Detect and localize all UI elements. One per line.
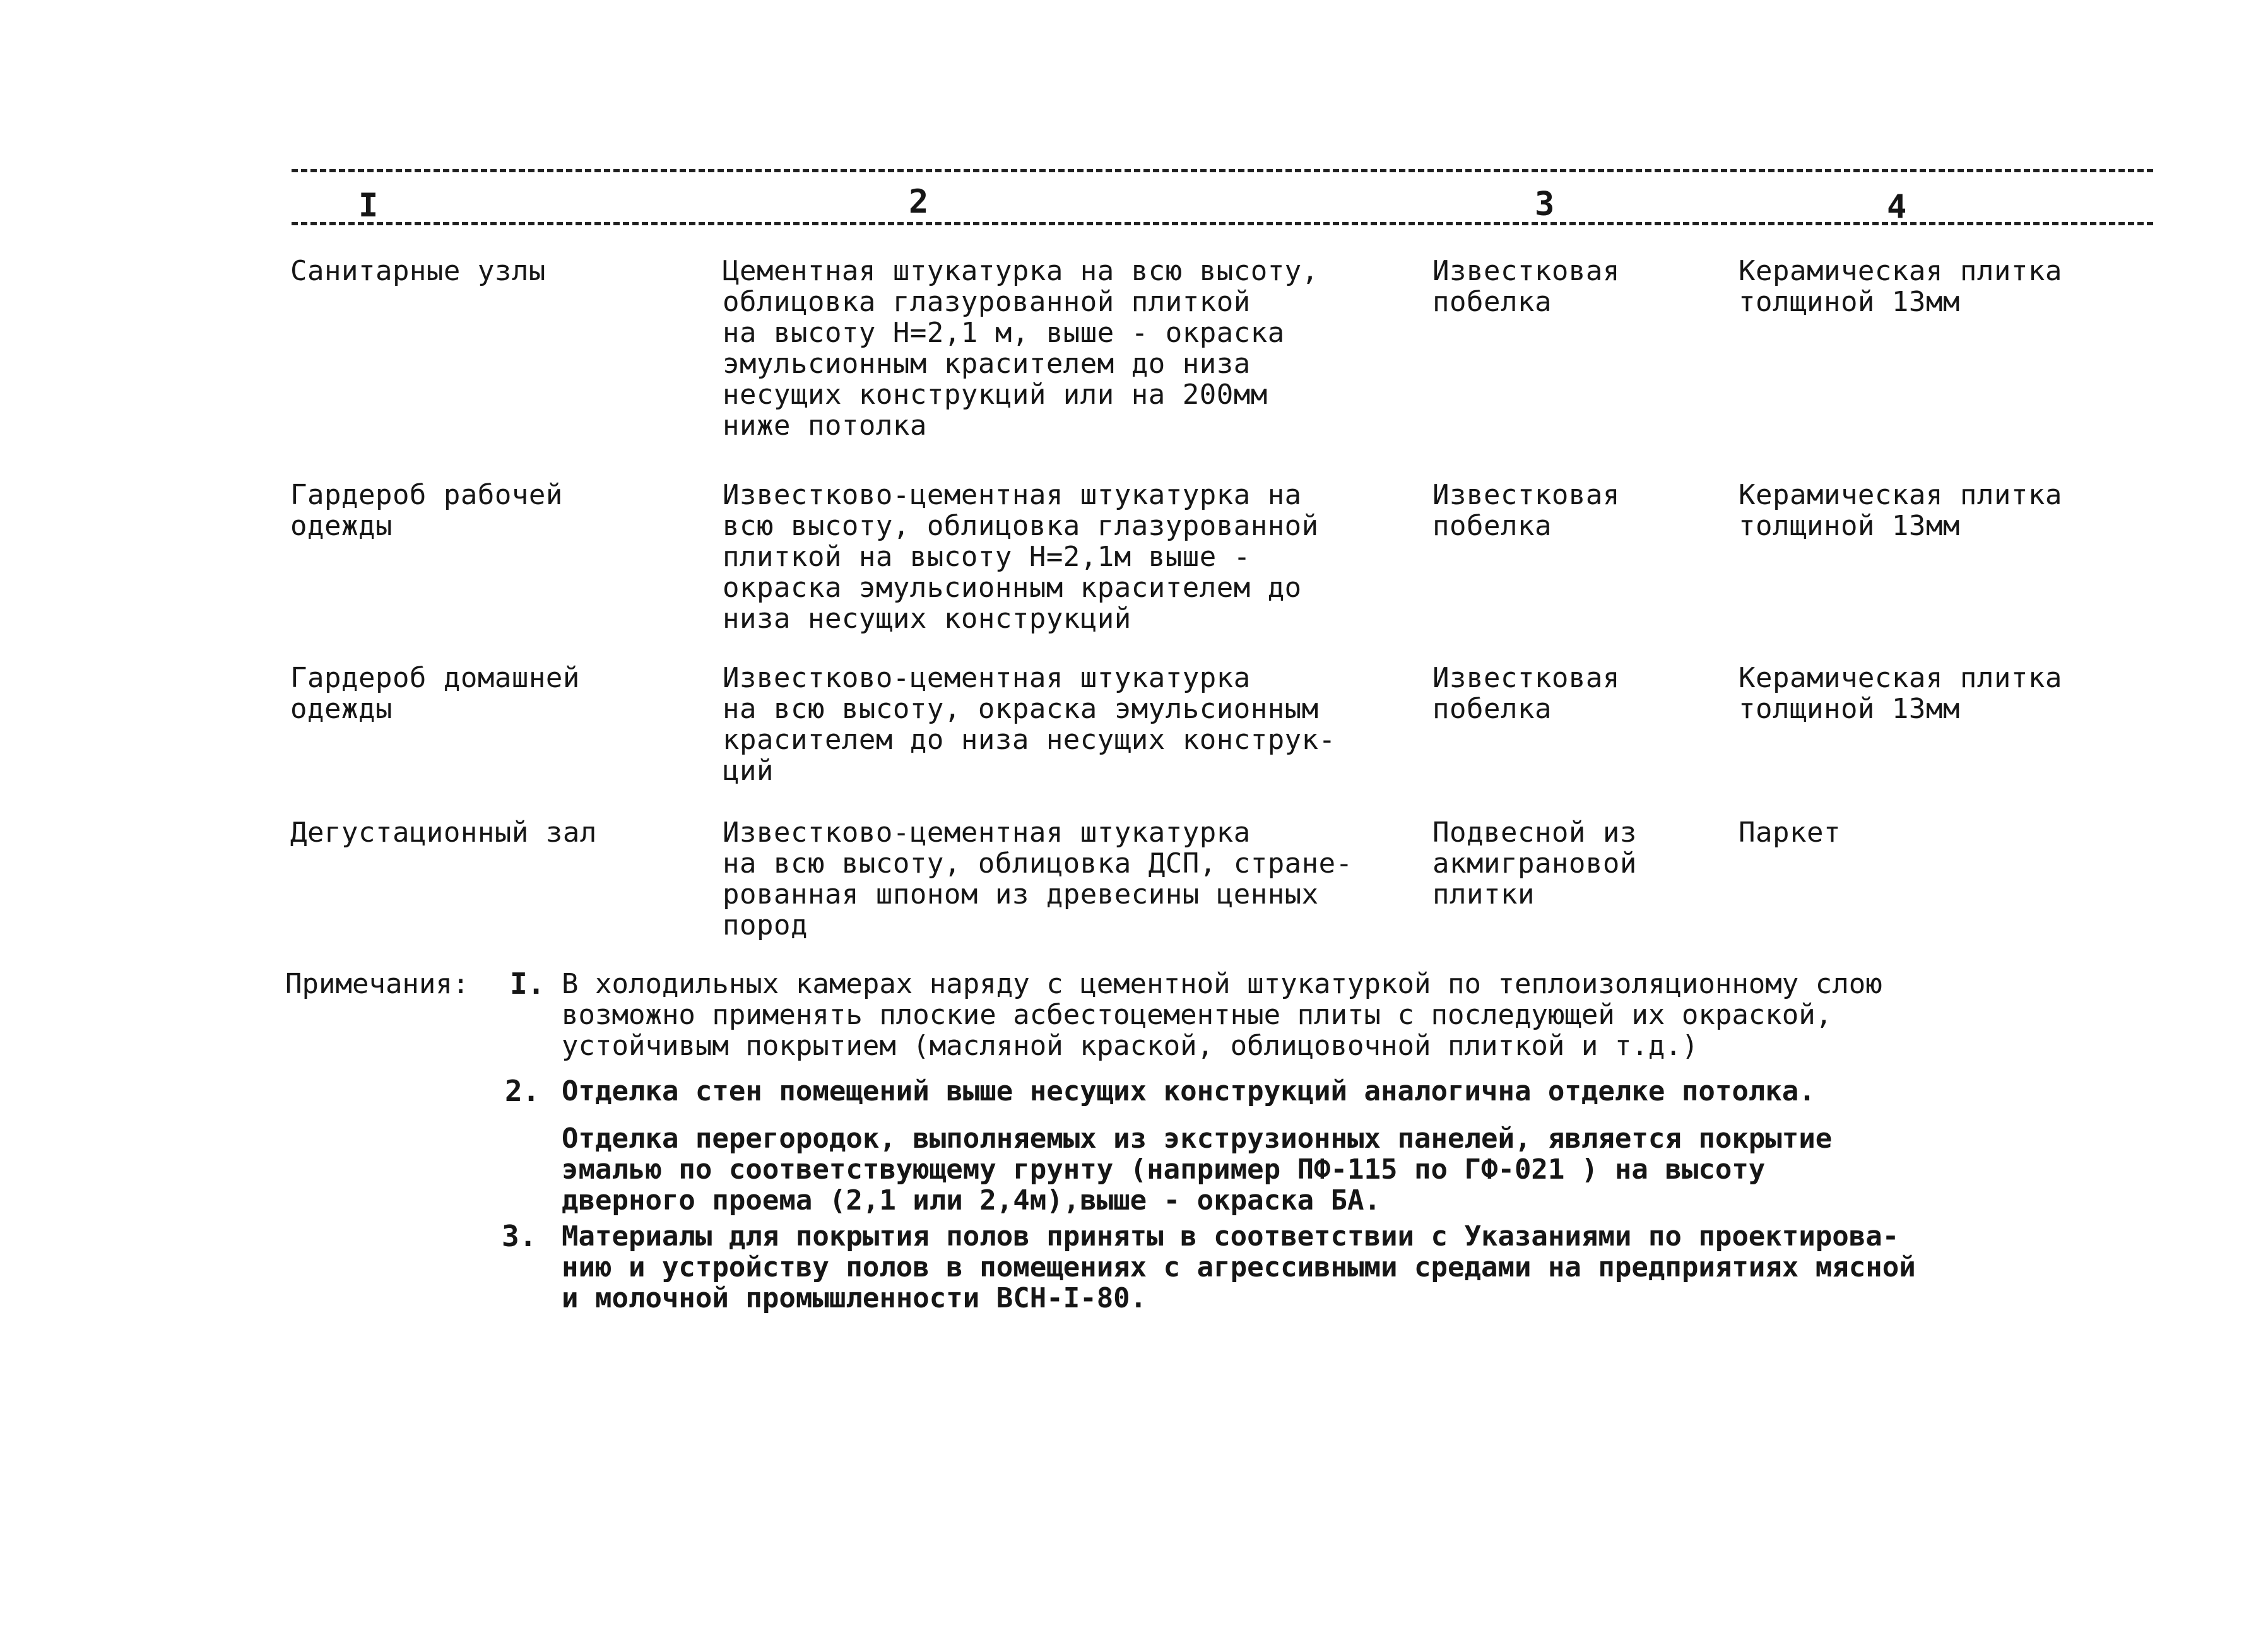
table-cell-ceiling: Известковая побелка: [1432, 479, 1620, 542]
table-cell-ceiling: Известковая побелка: [1432, 255, 1620, 318]
table-cell-walls: Цементная штукатурка на всю высоту, облицовка глазурованной плиткой на высоту Н=2,1 м, выше - окраска эмульсионным красителем до низа несущих конструкций или на 200мм ниже потолка: [723, 255, 1319, 442]
note-text: Материалы для покрытия полов приняты в соответствии с Указаниями по проектирова- нию и устройству полов в помещениях с агрессивными средами на предприятиях мясной и молочной промышленности ВСН-I-80.: [562, 1220, 1916, 1314]
column-header-2: 2: [909, 183, 929, 221]
note-number: 3.: [502, 1219, 537, 1253]
table-top-rule: [292, 169, 2153, 172]
table-cell-walls: Известково-цементная штукатурка на всю высоту, окраска эмульсионным красителем до низа несущих конструк- ций: [723, 662, 1336, 787]
notes-label: Примечания:: [285, 968, 470, 1000]
table-cell-ceiling: Известковая побелка: [1432, 662, 1620, 725]
table-cell-floor: Керамическая плитка толщиной 13мм: [1739, 255, 2062, 318]
table-cell-floor: Паркет: [1739, 816, 1841, 849]
table-cell-room: Гардероб рабочей одежды: [290, 479, 563, 542]
column-header-1: I: [358, 187, 379, 225]
table-cell-ceiling: Подвесной из акмиграновой плитки: [1432, 816, 1637, 910]
note-text: В холодильных камерах наряду с цементной штукатуркой по теплоизоляционному слою возможно применять плоские асбестоцементные плиты с последующей их окраской, устойчивым покрытием (масляной краской, облицовочной плиткой и т.д.): [562, 968, 1882, 1062]
table-cell-walls: Известково-цементная штукатурка на всю высоту, облицовка глазурованной плиткой на высоту Н=2,1м выше - окраска эмульсионным красителем до низа несущих конструкций: [723, 479, 1319, 635]
table-cell-room: Санитарные узлы: [290, 255, 546, 287]
table-header-rule: [292, 222, 2153, 225]
column-header-4: 4: [1887, 188, 1907, 226]
table-cell-room: Дегустационный зал: [290, 816, 597, 849]
table-cell-floor: Керамическая плитка толщиной 13мм: [1739, 662, 2062, 725]
column-header-3: 3: [1535, 186, 1555, 223]
note-number: I.: [510, 967, 545, 1001]
note-text: Отделка стен помещений выше несущих конструкций аналогична отделке потолка.: [562, 1075, 1816, 1107]
note-text: Отделка перегородок, выполняемых из экструзионных панелей, является покрытие эмалью по соответствующему грунту (например ПФ-115 по ГФ-021 ) на высоту дверного проема (2,1 или 2,4м),выше - окраска БА.: [562, 1122, 1833, 1217]
note-number: 2.: [505, 1074, 540, 1108]
table-cell-walls: Известково-цементная штукатурка на всю высоту, облицовка ДСП, стране- рованная шпоном из древесины ценных пород: [723, 816, 1353, 941]
table-cell-room: Гардероб домашней одежды: [290, 662, 580, 725]
table-cell-floor: Керамическая плитка толщиной 13мм: [1739, 479, 2062, 542]
